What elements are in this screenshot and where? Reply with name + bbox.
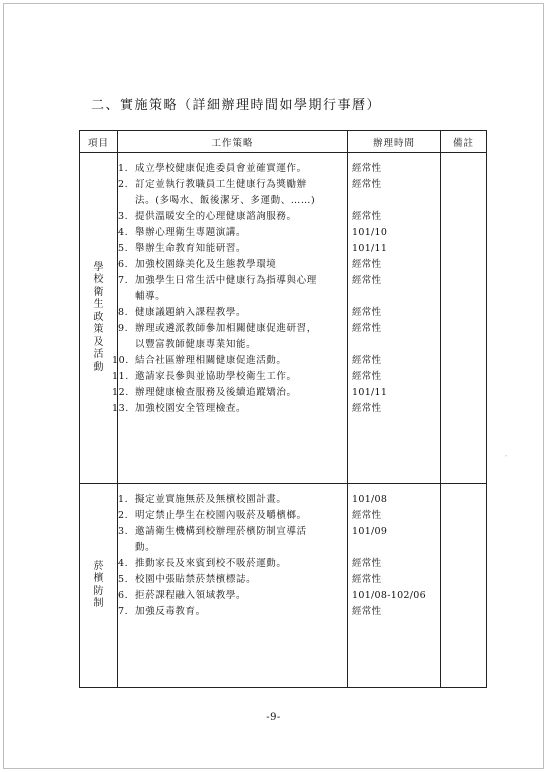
list-item: 12. 辦理健康檢查服務及後續追蹤矯治。 <box>112 387 297 398</box>
list-item: 5. 校園中張貼禁菸禁檳標誌。 <box>118 574 257 585</box>
note-cell <box>441 484 487 688</box>
time-value: 經常性 <box>352 211 382 222</box>
list-item: 10. 結合社區辦理相關健康促進活動。 <box>112 355 287 366</box>
list-item: 1. 擬定並實施無菸及無檳校園計畫。 <box>118 494 287 505</box>
list-item: 7. 加強反毒教育。 <box>118 606 206 617</box>
time-value: 101/11 <box>352 243 388 254</box>
list-item: 5. 舉辦生命教育知能研習。 <box>118 243 247 254</box>
list-item: 8. 健康議題納入課程教學。 <box>118 307 247 318</box>
section-row-tobacco-betel <box>80 484 487 688</box>
time-value: 經常性 <box>352 179 382 190</box>
table-header-row <box>80 131 487 153</box>
time-value: 經常性 <box>352 275 382 286</box>
category-label: 學校衛生政策及活動 <box>93 261 104 373</box>
time-value: 經常性 <box>352 307 382 318</box>
time-value: 經常性 <box>352 574 382 585</box>
list-item: 2. 訂定並執行教職員工生健康行為獎勵辦 法。(多喝水、飯後潔牙、多運動、……) <box>118 179 316 206</box>
time-value: 經常性 <box>352 510 382 521</box>
page-number: -9- <box>266 712 281 723</box>
time-value: 經常性 <box>352 606 382 617</box>
strategy-table <box>79 130 487 688</box>
list-item: 4. 舉辦心理衛生專題演講。 <box>118 227 247 238</box>
category-cell <box>80 484 118 688</box>
category-label: 菸檳防制 <box>93 560 104 609</box>
list-item: 3. 提供溫暖安全的心理健康諮詢服務。 <box>118 211 297 222</box>
time-value: 經常性 <box>352 163 382 174</box>
time-cell <box>348 484 441 688</box>
list-item: 13. 加強校園安全管理檢查。 <box>112 403 247 414</box>
time-value: 101/08 <box>352 494 388 505</box>
list-item: 2. 明定禁止學生在校園內吸菸及嚼檳榔。 <box>118 510 307 521</box>
list-item: 3. 邀請衛生機構到校辦理菸檳防制宣導活 動。 <box>118 526 307 553</box>
strategy-cell <box>112 153 348 484</box>
time-value: 經常性 <box>352 403 382 414</box>
list-item: 4. 推動家長及來賓到校不吸菸運動。 <box>118 558 287 569</box>
header-time: 辦理時間 <box>348 131 441 153</box>
time-value: 經常性 <box>352 259 382 270</box>
time-list <box>348 492 440 620</box>
strategy-cell <box>118 484 348 688</box>
time-value: 101/10 <box>352 227 388 238</box>
time-value: 101/11 <box>352 387 388 398</box>
time-cell <box>348 153 441 484</box>
list-item: 11. 邀請家長參與並協助學校衛生工作。 <box>112 371 297 382</box>
header-note: 備註 <box>441 131 487 153</box>
list-item: 7. 加強學生日常生活中健康行為指導與心理 輔導。 <box>118 275 317 302</box>
category-cell <box>80 153 118 484</box>
list-item: 6. 拒菸課程融入領域教學。 <box>118 590 247 601</box>
time-value: 經常性 <box>352 558 382 569</box>
strategy-list <box>112 161 347 417</box>
time-value: 101/08-102/06 <box>352 590 426 601</box>
header-strategy: 工作策略 <box>118 131 348 153</box>
note-cell <box>441 153 487 484</box>
list-item: 9. 辦理或遴派教師參加相關健康促進研習， 以豐富教師健康專業知能。 <box>118 323 317 350</box>
time-value: 101/09 <box>352 526 388 537</box>
time-value: 經常性 <box>352 371 382 382</box>
section-heading: 二、實施策略（詳細辦理時間如學期行事曆） <box>91 98 382 113</box>
header-category: 項目 <box>80 131 118 153</box>
time-list <box>348 161 440 417</box>
strategy-list <box>118 492 347 620</box>
list-item: 6. 加強校園綠美化及生態教學環境 <box>118 259 277 270</box>
time-value: 經常性 <box>352 323 382 334</box>
list-item: 1. 成立學校健康促進委員會並確實運作。 <box>118 163 307 174</box>
stray-mark: ′ <box>505 454 507 463</box>
section-row-health-policy <box>80 153 487 484</box>
time-value: 經常性 <box>352 355 382 366</box>
